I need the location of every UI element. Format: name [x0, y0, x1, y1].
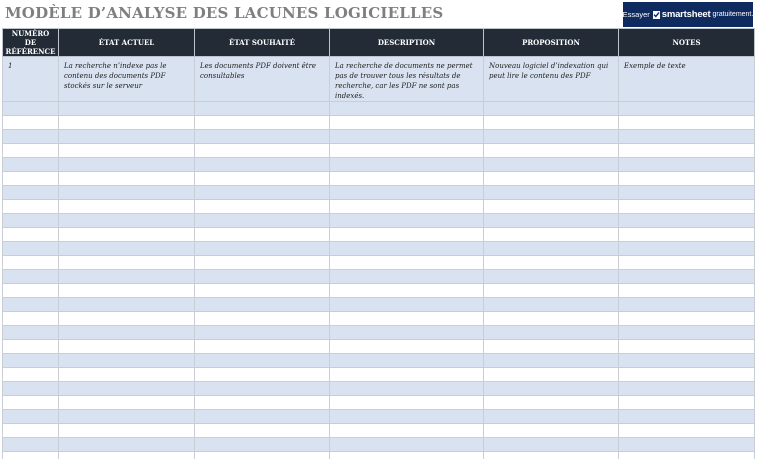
table-row: [3, 438, 755, 452]
cell-ref[interactable]: [3, 172, 59, 186]
cell-ref[interactable]: [3, 116, 59, 130]
cell-current-state[interactable]: La recherche n’indexe pas le contenu des documents PDF stockés sur le serveur: [59, 57, 195, 102]
cell-description[interactable]: [330, 424, 484, 438]
cell-notes[interactable]: [619, 340, 755, 354]
cell-proposal[interactable]: [484, 172, 619, 186]
cell-ref[interactable]: [3, 158, 59, 172]
cell-notes[interactable]: [619, 396, 755, 410]
cell-ref[interactable]: [3, 438, 59, 452]
table-row: [3, 382, 755, 396]
cell-ref[interactable]: [3, 200, 59, 214]
cell-description[interactable]: [330, 158, 484, 172]
cell-description[interactable]: [330, 382, 484, 396]
column-header-notes: NOTES: [619, 29, 755, 57]
table-row: [3, 214, 755, 228]
cell-desired-state[interactable]: [195, 326, 330, 340]
cell-notes[interactable]: [619, 144, 755, 158]
cell-current-state[interactable]: [59, 158, 195, 172]
cell-ref[interactable]: [3, 354, 59, 368]
cell-current-state[interactable]: [59, 256, 195, 270]
cell-notes[interactable]: [619, 270, 755, 284]
cell-current-state[interactable]: [59, 102, 195, 116]
column-header-desired-state: ÉTAT SOUHAITÉ: [195, 29, 330, 57]
cell-description[interactable]: [330, 354, 484, 368]
cell-proposal[interactable]: [484, 214, 619, 228]
cell-proposal[interactable]: [484, 130, 619, 144]
cell-desired-state[interactable]: [195, 186, 330, 200]
cell-desired-state[interactable]: [195, 382, 330, 396]
cell-current-state[interactable]: [59, 144, 195, 158]
cell-desired-state[interactable]: Les documents PDF doivent être consultables: [195, 57, 330, 102]
cell-ref[interactable]: [3, 326, 59, 340]
cell-ref[interactable]: [3, 130, 59, 144]
cell-current-state[interactable]: [59, 298, 195, 312]
cell-notes[interactable]: [619, 158, 755, 172]
gap-analysis-table: [2, 28, 755, 459]
cell-current-state[interactable]: [59, 242, 195, 256]
cell-desired-state[interactable]: [195, 340, 330, 354]
cell-desired-state[interactable]: [195, 312, 330, 326]
cell-description[interactable]: [330, 368, 484, 382]
cell-notes[interactable]: [619, 298, 755, 312]
cell-ref[interactable]: [3, 410, 59, 424]
cell-description[interactable]: [330, 130, 484, 144]
cell-notes[interactable]: [619, 228, 755, 242]
cell-description[interactable]: [330, 200, 484, 214]
cell-description[interactable]: [330, 242, 484, 256]
cell-current-state[interactable]: [59, 368, 195, 382]
cell-ref[interactable]: [3, 368, 59, 382]
cell-notes[interactable]: [619, 172, 755, 186]
cell-current-state[interactable]: [59, 312, 195, 326]
cell-notes[interactable]: [619, 382, 755, 396]
table-row: [3, 396, 755, 410]
cell-proposal[interactable]: [484, 144, 619, 158]
cell-desired-state[interactable]: [195, 172, 330, 186]
cell-ref[interactable]: [3, 312, 59, 326]
cell-notes[interactable]: [619, 438, 755, 452]
cell-desired-state[interactable]: [195, 116, 330, 130]
table-row: [3, 256, 755, 270]
cell-description[interactable]: [330, 256, 484, 270]
banner-brand: smartsheet: [661, 9, 711, 20]
cell-description[interactable]: [330, 228, 484, 242]
cell-ref[interactable]: [3, 452, 59, 459]
cell-current-state[interactable]: [59, 424, 195, 438]
cell-notes[interactable]: [619, 256, 755, 270]
cell-notes[interactable]: Exemple de texte: [619, 57, 755, 102]
table-row: [3, 158, 755, 172]
cell-current-state[interactable]: [59, 172, 195, 186]
table-row: [3, 172, 755, 186]
cell-notes[interactable]: [619, 200, 755, 214]
cell-desired-state[interactable]: [195, 270, 330, 284]
cell-current-state[interactable]: [59, 354, 195, 368]
cell-notes[interactable]: [619, 312, 755, 326]
cell-proposal[interactable]: [484, 340, 619, 354]
cell-description[interactable]: [330, 452, 484, 459]
cell-proposal[interactable]: [484, 298, 619, 312]
cell-proposal[interactable]: [484, 102, 619, 116]
column-header-ref: NUMÉRO DE RÉFÉRENCE: [3, 29, 59, 57]
cell-proposal[interactable]: [484, 270, 619, 284]
smartsheet-trial-banner[interactable]: [623, 2, 753, 27]
cell-desired-state[interactable]: [195, 354, 330, 368]
table-row: [3, 200, 755, 214]
cell-description[interactable]: [330, 326, 484, 340]
cell-ref[interactable]: [3, 102, 59, 116]
cell-notes[interactable]: [619, 452, 755, 459]
cell-desired-state[interactable]: [195, 228, 330, 242]
cell-desired-state[interactable]: [195, 130, 330, 144]
banner-prefix: Essayer: [622, 10, 650, 19]
cell-desired-state[interactable]: [195, 242, 330, 256]
cell-notes[interactable]: [619, 368, 755, 382]
cell-desired-state[interactable]: [195, 410, 330, 424]
cell-description[interactable]: [330, 172, 484, 186]
cell-proposal[interactable]: Nouveau logiciel d’indexation qui peut lire le contenu des PDF: [484, 57, 619, 102]
cell-desired-state[interactable]: [195, 144, 330, 158]
table-row: [3, 186, 755, 200]
cell-current-state[interactable]: [59, 200, 195, 214]
table-row: [3, 298, 755, 312]
cell-proposal[interactable]: [484, 242, 619, 256]
cell-ref[interactable]: [3, 228, 59, 242]
cell-proposal[interactable]: [484, 116, 619, 130]
cell-description[interactable]: [330, 144, 484, 158]
cell-proposal[interactable]: [484, 396, 619, 410]
cell-description[interactable]: [330, 438, 484, 452]
cell-proposal[interactable]: [484, 424, 619, 438]
cell-current-state[interactable]: [59, 410, 195, 424]
cell-proposal[interactable]: [484, 186, 619, 200]
cell-current-state[interactable]: [59, 284, 195, 298]
banner-suffix: gratuitement.: [712, 11, 754, 18]
cell-description[interactable]: [330, 340, 484, 354]
cell-notes[interactable]: [619, 214, 755, 228]
table-row: [3, 242, 755, 256]
cell-desired-state[interactable]: [195, 214, 330, 228]
table-row: [3, 130, 755, 144]
cell-description[interactable]: [330, 410, 484, 424]
cell-description[interactable]: [330, 284, 484, 298]
cell-desired-state[interactable]: [195, 298, 330, 312]
cell-ref[interactable]: [3, 144, 59, 158]
page-title: MODÈLE D’ANALYSE DES LACUNES LOGICIELLES: [5, 4, 444, 22]
table-row: [3, 102, 755, 116]
table-row: [3, 340, 755, 354]
column-header-description: DESCRIPTION: [330, 29, 484, 57]
cell-desired-state[interactable]: [195, 256, 330, 270]
cell-proposal[interactable]: [484, 256, 619, 270]
cell-ref[interactable]: [3, 270, 59, 284]
cell-ref[interactable]: [3, 242, 59, 256]
cell-description[interactable]: [330, 312, 484, 326]
cell-notes[interactable]: [619, 186, 755, 200]
cell-current-state[interactable]: [59, 452, 195, 459]
table-row: [3, 284, 755, 298]
cell-notes[interactable]: [619, 354, 755, 368]
cell-description[interactable]: [330, 116, 484, 130]
cell-description[interactable]: La recherche de documents ne permet pas de trouver tous les résultats de recherche, car les PDF ne sont pas indexés.: [330, 57, 484, 102]
cell-current-state[interactable]: [59, 270, 195, 284]
table-row: [3, 326, 755, 340]
table-row: [3, 410, 755, 424]
cell-desired-state[interactable]: [195, 424, 330, 438]
cell-current-state[interactable]: [59, 438, 195, 452]
cell-notes[interactable]: [619, 242, 755, 256]
checkmark-icon: [653, 11, 660, 19]
table-row: [3, 57, 755, 102]
cell-description[interactable]: [330, 186, 484, 200]
header-row: [3, 29, 755, 57]
table-row: [3, 354, 755, 368]
table-row: [3, 452, 755, 459]
cell-ref[interactable]: [3, 256, 59, 270]
column-header-proposal: PROPOSITION: [484, 29, 619, 57]
table-row: [3, 368, 755, 382]
cell-proposal[interactable]: [484, 410, 619, 424]
cell-ref[interactable]: 1: [3, 57, 59, 102]
table-row: [3, 270, 755, 284]
cell-desired-state[interactable]: [195, 200, 330, 214]
cell-ref[interactable]: [3, 340, 59, 354]
cell-notes[interactable]: [619, 410, 755, 424]
cell-current-state[interactable]: [59, 340, 195, 354]
cell-description[interactable]: [330, 102, 484, 116]
cell-proposal[interactable]: [484, 312, 619, 326]
column-header-current-state: ÉTAT ACTUEL: [59, 29, 195, 57]
cell-desired-state[interactable]: [195, 438, 330, 452]
cell-description[interactable]: [330, 214, 484, 228]
cell-ref[interactable]: [3, 214, 59, 228]
cell-notes[interactable]: [619, 130, 755, 144]
cell-proposal[interactable]: [484, 438, 619, 452]
cell-current-state[interactable]: [59, 214, 195, 228]
cell-notes[interactable]: [619, 284, 755, 298]
cell-ref[interactable]: [3, 284, 59, 298]
cell-proposal[interactable]: [484, 452, 619, 459]
table-row: [3, 424, 755, 438]
cell-proposal[interactable]: [484, 368, 619, 382]
cell-ref[interactable]: [3, 396, 59, 410]
table-row: [3, 312, 755, 326]
cell-ref[interactable]: [3, 298, 59, 312]
cell-desired-state[interactable]: [195, 368, 330, 382]
cell-notes[interactable]: [619, 424, 755, 438]
cell-current-state[interactable]: [59, 228, 195, 242]
cell-proposal[interactable]: [484, 158, 619, 172]
cell-current-state[interactable]: [59, 326, 195, 340]
cell-desired-state[interactable]: [195, 284, 330, 298]
cell-current-state[interactable]: [59, 116, 195, 130]
cell-proposal[interactable]: [484, 326, 619, 340]
cell-current-state[interactable]: [59, 130, 195, 144]
cell-current-state[interactable]: [59, 396, 195, 410]
cell-description[interactable]: [330, 298, 484, 312]
cell-proposal[interactable]: [484, 382, 619, 396]
cell-ref[interactable]: [3, 424, 59, 438]
cell-proposal[interactable]: [484, 200, 619, 214]
cell-desired-state[interactable]: [195, 158, 330, 172]
cell-proposal[interactable]: [484, 228, 619, 242]
cell-current-state[interactable]: [59, 186, 195, 200]
cell-desired-state[interactable]: [195, 396, 330, 410]
cell-ref[interactable]: [3, 186, 59, 200]
cell-desired-state[interactable]: [195, 452, 330, 459]
table-row: [3, 144, 755, 158]
cell-proposal[interactable]: [484, 284, 619, 298]
table-row: [3, 228, 755, 242]
cell-current-state[interactable]: [59, 382, 195, 396]
cell-description[interactable]: [330, 270, 484, 284]
cell-proposal[interactable]: [484, 354, 619, 368]
cell-description[interactable]: [330, 396, 484, 410]
cell-notes[interactable]: [619, 116, 755, 130]
cell-notes[interactable]: [619, 102, 755, 116]
table-row: [3, 116, 755, 130]
cell-notes[interactable]: [619, 326, 755, 340]
cell-ref[interactable]: [3, 382, 59, 396]
cell-desired-state[interactable]: [195, 102, 330, 116]
